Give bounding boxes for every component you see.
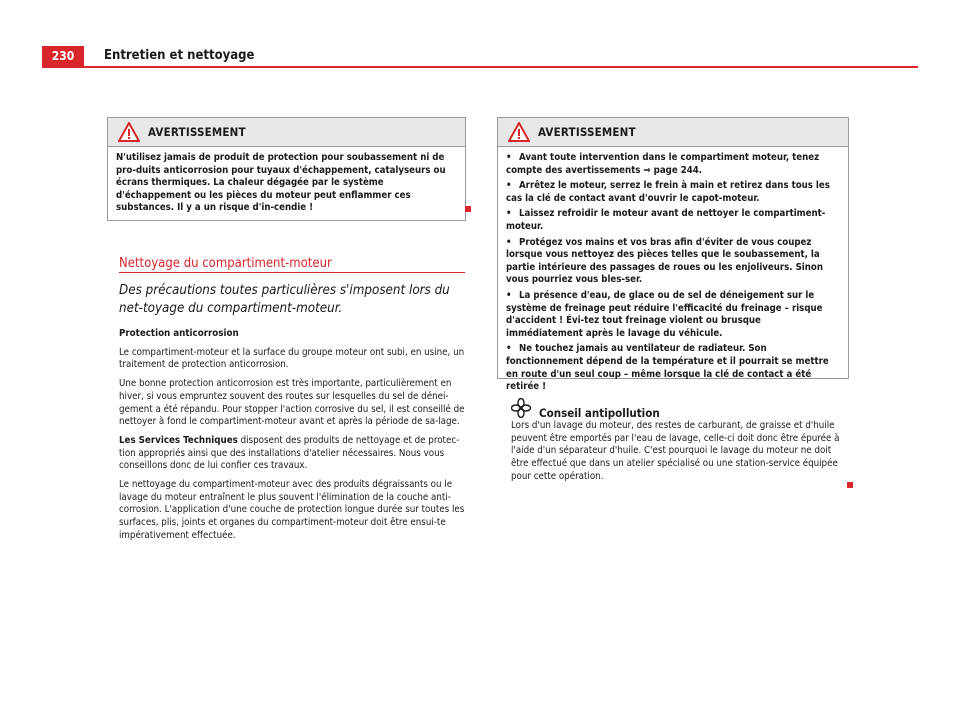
warning-text: N'utilisez jamais de produit de protection pour soubassement ni de pro-duits anticorrosion pour tuyaux d'échappement, catalyseurs ou écrans thermiques. La chaleur dégagée par le système d'échappement ou les pièces du moteur peut enflammer ces substances. Il y a un risque d'in-cendie ! [116, 152, 446, 214]
page-number: 230 [42, 46, 84, 66]
bullet-icon: • [506, 152, 512, 163]
section-intro: Des précautions toutes particulières s'imposent lors du net-toyage du compartiment-moteur. [119, 283, 450, 316]
section-end-marker [465, 206, 471, 212]
warning-item: • Protégez vos mains et vos bras afin d'éviter de vous coupez lorsque vous nettoyez des pièces telles que le soubassement, la partie intérieure des passages de roues ou les enjoliveurs. Sinon vous pourriez vous bles-ser. [506, 236, 823, 286]
warning-item: • Avant toute intervention dans le compartiment moteur, tenez compte des avertissements ⇒ page 244. [506, 152, 820, 176]
paragraph [119, 435, 465, 473]
bullet-icon: • [506, 289, 512, 301]
section-title: Nettoyage du compartiment-moteur [119, 256, 332, 271]
warning-header [498, 118, 848, 147]
warning-item: • Ne touchez jamais au ventilateur de radiateur. Son fonctionnement dépend de la température et il pourrait se mettre en route d'un seul coup – même lorsque la clé de contact a été retirée ! [506, 343, 829, 393]
paragraph-rest: disposent des produits de nettoyage et de protec-tion appropriés ainsi que des installations d'atelier nécessaires. Nous vous conseillons donc de lui confier ces travaux. [119, 434, 460, 472]
warning-box-exhaust [107, 117, 466, 221]
eco-tip-body [511, 420, 847, 490]
eco-tip-header [511, 396, 660, 420]
warning-box-engine [497, 117, 849, 393]
warning-item: • Arrêtez le moteur, serrez le frein à main et retirez dans tous les cas la clé de contact avant d'ouvrir le capot-moteur. [506, 180, 830, 204]
warning-triangle-icon [118, 122, 140, 142]
warning-title: AVERTISSEMENT [148, 125, 246, 139]
bold-lead: Les Services Techniques [119, 434, 238, 446]
eco-tip-title: Conseil antipollution [539, 406, 660, 420]
paragraph: Le nettoyage du compartiment-moteur avec des produits dégraissants ou le lavage du moteur entraînent le plus souvent l'élimination de la couche anti-corrosion. L'application d'une couche de protection longue durée sur toutes les surfaces, plis, joints et organes du compartiment-moteur doit être ensui-te impérativement effectuée. [119, 479, 465, 541]
eco-tip-text: Lors d'un lavage du moteur, des restes de carburant, de graisse et d'huile peuvent être emportés par l'eau de lavage, celle-ci doit donc être épurée à l'aide d'un séparateur d'huile. C'est pourquoi le lavage du moteur ne doit être effectué que dans un atelier spécialisé ou une station-service équipée pour cette opération. [511, 420, 840, 482]
chapter-title: Entretien et nettoyage [104, 48, 255, 63]
header-rule [42, 66, 918, 68]
bullet-icon: • [506, 343, 512, 355]
warning-header [108, 118, 465, 147]
bullet-icon: • [506, 208, 512, 220]
section-body [119, 328, 465, 549]
warning-title: AVERTISSEMENT [538, 125, 636, 139]
bullet-icon: • [506, 180, 512, 192]
leaf-flower-icon [511, 398, 531, 418]
warning-triangle-icon [508, 122, 530, 142]
page-header [0, 0, 960, 70]
subheading: Protection anticorrosion [119, 328, 239, 339]
bullet-icon: • [506, 236, 512, 248]
warning-body [108, 147, 465, 224]
paragraph: Le compartiment-moteur et la surface du groupe moteur ont subi, en usine, un traitement de protection anticorrosion. [119, 346, 465, 371]
warning-item: • La présence d'eau, de glace ou de sel de déneigement sur le système de freinage peut réduire l'efficacité du freinage – risque d'accident ! Évi-tez tout freinage violent ou brusque immédiatement après le lavage du véhicule. [506, 289, 823, 339]
section-rule [119, 272, 465, 273]
paragraph: Une bonne protection anticorrosion est très importante, particulièrement en hiver, si vous empruntez souvent des routes sur lesquelles du sel de dénei-gement a été répandu. Pour stopper l'action corrosive du sel, il est conseillé de nettoyer à fond le compartiment-moteur avant et après la période de sa-lage. [119, 378, 465, 428]
warning-item: • Laissez refroidir le moteur avant de nettoyer le compartiment-moteur. [506, 208, 826, 232]
section-end-marker [847, 482, 853, 488]
warning-list [498, 147, 848, 403]
